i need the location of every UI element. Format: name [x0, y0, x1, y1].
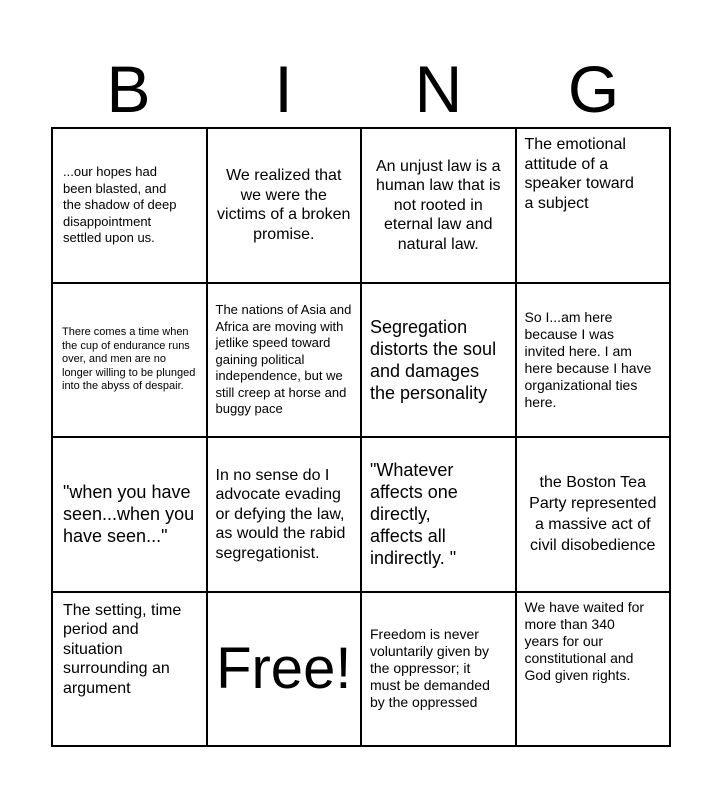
bingo-cell[interactable] [362, 284, 517, 439]
cell-text: ...our hopes had been blasted, and the shadow of deep disappointment settled upon us. [63, 164, 177, 245]
cell-text: So I...am here because I was invited here. I am here because I have organizational ties here. [524, 308, 652, 410]
bingo-cell[interactable] [362, 129, 517, 284]
bingo-cell[interactable] [362, 438, 517, 593]
header-letter-g: G [567, 52, 620, 126]
cell-text: The nations of Asia and Africa are moving with jetlike speed toward gaining political independence, but we still creep at horse and buggy pace [215, 302, 352, 416]
cell-text: Freedom is never voluntarily given by the oppressor; it must be demanded by the oppressed [370, 626, 490, 711]
cell-text: the Boston Tea Party represented a massive act of civil disobedience [529, 474, 657, 555]
bingo-cell[interactable] [517, 593, 672, 748]
cell-text: We have waited for more than 340 years for our constitutional and God given rights. [524, 598, 645, 683]
bingo-cell[interactable] [53, 593, 208, 748]
cell-text: Segregation distorts the soul and damages the personality [370, 316, 497, 403]
cell-text: The setting, time period and situation surrounding an argument [63, 601, 182, 697]
header-letter-i: I [274, 52, 293, 126]
bingo-cell[interactable] [208, 129, 363, 284]
cell-text: In no sense do I advocate evading or defying the law, as would the rabid segregationist. [215, 466, 346, 562]
bingo-cell[interactable] [208, 438, 363, 593]
cell-text: "Whatever affects one directly, affects all indirectly. " [370, 460, 458, 569]
header-letter-n: N [414, 52, 463, 126]
bingo-cell[interactable] [208, 284, 363, 439]
free-space[interactable] [208, 593, 363, 748]
header-letter-b: B [106, 52, 151, 126]
cell-text: The emotional attitude of a speaker toward a subject [524, 136, 634, 212]
cell-text: An unjust law is a human law that is not rooted in eternal law and natural law. [375, 157, 501, 253]
bingo-cell[interactable] [53, 284, 208, 439]
bingo-cell[interactable] [53, 129, 208, 284]
bingo-cell[interactable] [53, 438, 208, 593]
bingo-cell[interactable] [517, 284, 672, 439]
bingo-header [51, 54, 671, 124]
cell-text: "when you have seen...when you have seen..." [63, 482, 195, 547]
bingo-cell[interactable] [517, 438, 672, 593]
bingo-cell[interactable] [362, 593, 517, 748]
bingo-cell[interactable] [517, 129, 672, 284]
cell-text: There comes a time when the cup of endurance runs over, and men are no longer willing to be plunged into the abyss of despair. [62, 326, 196, 392]
free-space-label: Free! [216, 635, 352, 701]
cell-text: We realized that we were the victims of a broken promise. [217, 167, 351, 243]
bingo-grid [51, 127, 671, 747]
